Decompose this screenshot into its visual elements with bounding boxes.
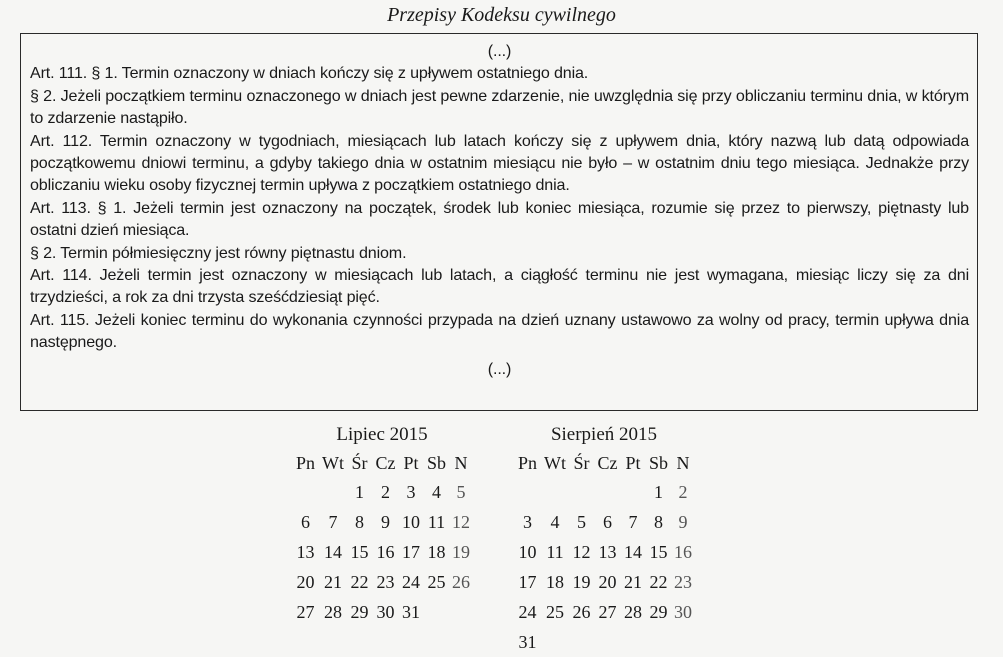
day-cell: 21: [324, 571, 342, 592]
weekday-label: Wt: [544, 452, 566, 473]
day-cell: 3: [523, 511, 532, 532]
day-cell: 28: [324, 601, 342, 622]
weekday-header-row: [292, 449, 472, 477]
day-cell: 2: [678, 481, 688, 502]
day-cell: [645, 627, 672, 657]
day-cell: 2: [381, 481, 390, 502]
day-cell: 29: [649, 601, 668, 622]
day-cell: 22: [649, 571, 668, 592]
day-cell: 20: [598, 571, 617, 592]
calendar-week-row: [514, 597, 694, 627]
day-cell: 10: [402, 511, 420, 532]
article-112: Art. 112. Termin oznaczony w tygodniach, miesiącach lub latach kończy się z upływem dnia, który nazwą lub datą odpowiada początkowemu dniowi terminu, a gdyby takiego dnia w ostatnim miesiącu nie było – w ostatnim dniu tego miesiąca. Jednakże przy obliczaniu wieku osoby fizycznej termin upływa z początkiem ostatniego dnia.: [30, 131, 969, 195]
day-cell: 19: [452, 541, 470, 562]
day-cell: 11: [546, 541, 564, 562]
day-cell: 14: [324, 541, 342, 562]
omission-mark-bottom: (...): [487, 359, 512, 378]
calendar-week-row: [292, 507, 472, 537]
weekday-label: Pn: [295, 452, 315, 473]
calendar-july-2015: [292, 423, 472, 627]
day-cell: [514, 477, 541, 507]
weekday-label: Śr: [351, 452, 368, 473]
day-cell: 5: [577, 511, 586, 532]
article-113-paragraph-1: Art. 113. § 1. Jeżeli termin jest oznaczony na początek, środek lub koniec miesiąca, rozumie się przez to pierwszy, piętnasty lub ostatni dzień miesiąca.: [30, 198, 969, 240]
day-cell: 31: [402, 601, 420, 622]
day-cell: 23: [376, 571, 395, 592]
day-cell: 17: [518, 571, 537, 592]
calendar-week-row: [292, 477, 472, 507]
weekday-label: N: [676, 452, 690, 473]
day-cell: 7: [628, 511, 638, 532]
day-cell: 6: [301, 511, 310, 532]
calendar-grid: [514, 449, 694, 657]
day-cell: [292, 477, 319, 507]
day-cell: 30: [376, 601, 395, 622]
day-cell: [621, 477, 645, 507]
day-cell: 27: [598, 601, 617, 622]
day-cell: 11: [427, 511, 446, 532]
weekday-label: Sb: [648, 452, 668, 473]
article-114: Art. 114. Jeżeli termin jest oznaczony w miesiącach lub latach, a ciągłość terminu nie jest wymagana, miesiąc liczy się za dni trzydzieści, a rok za dni trzysta sześćdziesiąt pięć.: [30, 266, 969, 307]
day-cell: 19: [572, 571, 591, 592]
day-cell: 9: [381, 511, 390, 532]
day-cell: 1: [355, 481, 364, 502]
day-cell: 12: [452, 511, 470, 532]
weekday-label: Cz: [597, 452, 618, 473]
day-cell: 12: [572, 541, 591, 562]
weekday-label: Pn: [517, 452, 537, 473]
weekday-label: Wt: [322, 452, 344, 473]
day-cell: 16: [376, 541, 395, 562]
day-cell: 20: [296, 571, 315, 592]
weekday-label: Cz: [375, 452, 396, 473]
day-cell: 10: [518, 541, 537, 562]
day-cell: [423, 597, 450, 627]
calendar-week-row: [514, 477, 694, 507]
calendar-week-row: [514, 537, 694, 567]
day-cell: [594, 477, 621, 507]
day-cell: 26: [572, 601, 591, 622]
day-cell: [541, 627, 569, 657]
calendar-title: Sierpień 2015: [550, 424, 658, 445]
day-cell: 15: [350, 541, 369, 562]
day-cell: 3: [406, 481, 416, 502]
day-cell: 5: [456, 481, 466, 502]
day-cell: 30: [674, 601, 692, 622]
article-115: Art. 115. Jeżeli koniec terminu do wykonania czynności przypada na dzień uznany ustawowo za wolny od pracy, termin upływa dnia następnego.: [30, 310, 969, 352]
day-cell: 24: [402, 571, 420, 592]
calendar-week-row: [514, 627, 694, 657]
day-cell: [319, 477, 347, 507]
day-cell: 16: [674, 541, 692, 562]
omission-mark-top: (...): [487, 42, 512, 60]
day-cell: [621, 627, 645, 657]
article-113-paragraph-2: § 2. Termin półmiesięczny jest równy piętnastu dniom.: [30, 243, 407, 262]
day-cell: 9: [678, 511, 688, 532]
calendar-week-row: [292, 597, 472, 627]
article-111-paragraph-2: § 2. Jeżeli początkiem terminu oznaczonego w dniach jest pewne zdarzenie, nie uwzględnia się przy obliczaniu terminu dnia, w którym to zdarzenie nastąpiło.: [30, 86, 969, 128]
day-cell: 17: [402, 541, 420, 562]
day-cell: 21: [624, 571, 642, 592]
day-cell: [541, 477, 569, 507]
calendar-week-row: [292, 537, 472, 567]
day-cell: 14: [624, 541, 642, 562]
day-cell: 18: [546, 571, 564, 592]
day-cell: 26: [452, 571, 470, 592]
day-cell: 4: [550, 511, 560, 532]
day-cell: 8: [355, 511, 364, 532]
day-cell: 25: [546, 601, 564, 622]
day-cell: 31: [518, 631, 537, 652]
weekday-header-row: [514, 449, 694, 477]
day-cell: [450, 597, 472, 627]
weekday-label: Śr: [573, 452, 590, 473]
day-cell: 24: [518, 601, 537, 622]
page-title: Przepisy Kodeksu cywilnego: [387, 4, 616, 26]
calendar-title: Lipiec 2015: [336, 424, 428, 445]
civil-code-excerpt-box: [20, 33, 978, 411]
day-cell: 1: [654, 481, 663, 502]
day-cell: 6: [603, 511, 612, 532]
day-cell: [569, 477, 594, 507]
day-cell: 27: [296, 601, 315, 622]
article-111-paragraph-1: Art. 111. § 1. Termin oznaczony w dniach kończy się z upływem ostatniego dnia.: [30, 64, 589, 83]
day-cell: 29: [350, 601, 369, 622]
calendar-grid: [292, 449, 472, 627]
calendar-week-row: [292, 567, 472, 597]
weekday-label: Pt: [625, 452, 641, 473]
day-cell: 23: [674, 571, 692, 592]
weekday-label: Sb: [426, 452, 446, 473]
day-cell: 4: [432, 481, 441, 502]
day-cell: 13: [296, 541, 315, 562]
calendar-week-row: [514, 507, 694, 537]
calendar-week-row: [514, 567, 694, 597]
day-cell: [672, 627, 694, 657]
day-cell: 28: [624, 601, 642, 622]
day-cell: 22: [350, 571, 369, 592]
day-cell: [594, 627, 621, 657]
day-cell: 18: [427, 541, 446, 562]
day-cell: [569, 627, 594, 657]
day-cell: 15: [649, 541, 668, 562]
day-cell: 25: [427, 571, 446, 592]
weekday-label: Pt: [403, 452, 419, 473]
day-cell: 8: [654, 511, 663, 532]
day-cell: 13: [598, 541, 617, 562]
calendar-august-2015: [514, 423, 694, 657]
day-cell: 7: [328, 511, 338, 532]
weekday-label: N: [454, 452, 468, 473]
